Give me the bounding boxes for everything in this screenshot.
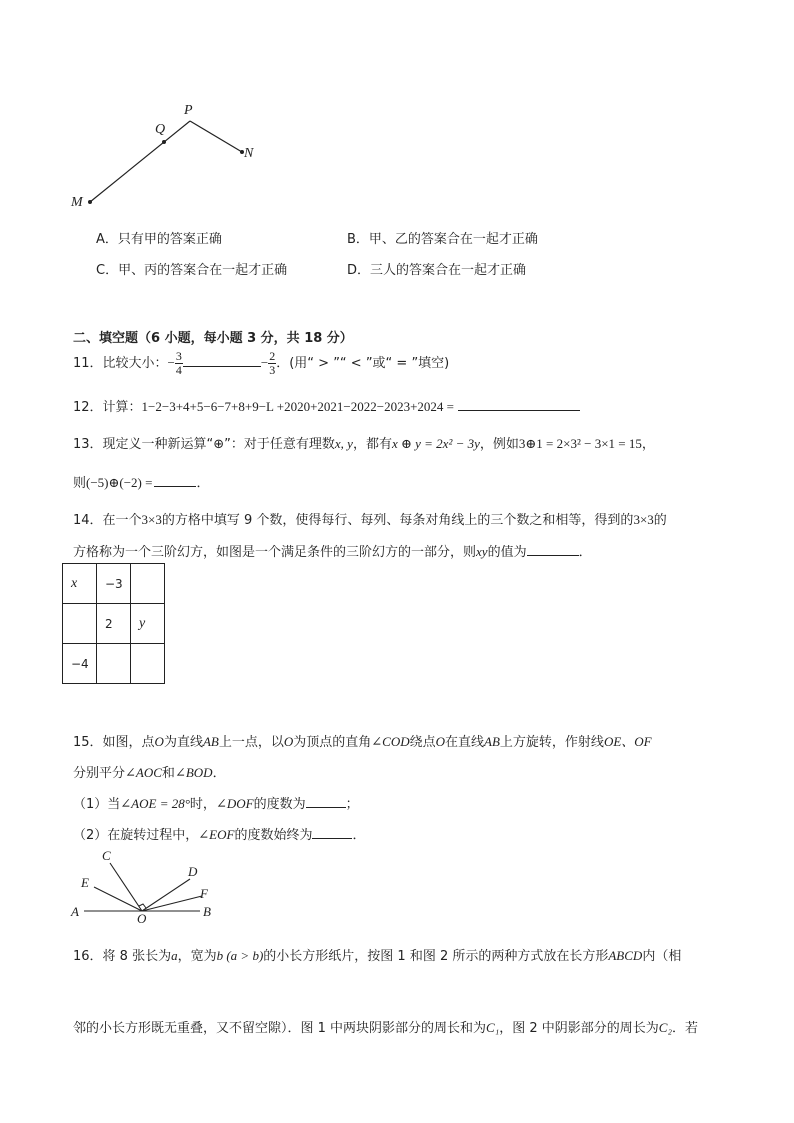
grid-cell	[131, 564, 165, 604]
label-q: Q	[155, 122, 166, 137]
q13-vars: x, y	[334, 436, 353, 451]
q11-frac1: $\frac{3}{4}$	[175, 349, 182, 377]
label-a: A	[71, 904, 79, 919]
grid-cell: x	[63, 564, 97, 604]
question-12	[73, 396, 580, 415]
q11-minus1: −	[167, 355, 175, 370]
question-11	[73, 350, 449, 377]
label-o: O	[137, 911, 147, 925]
question-15-sub1: （1）当∠AOE = 28°时，∠DOF的度数为 ；	[73, 796, 359, 812]
option-c: C．甲、丙的答案合在一起才正确	[96, 263, 288, 278]
question-15-line1: 15．如图，点O为直线AB上一点，以O为顶点的直角∠COD绕点O在直线AB上方旋转，作射线OE、OF	[73, 734, 652, 750]
label-n: N	[244, 146, 254, 161]
q15-sub1-answer-blank[interactable]	[306, 795, 346, 808]
point-m	[88, 200, 92, 204]
q11-minus2: −	[260, 355, 269, 370]
magic-square-grid	[62, 563, 165, 684]
question-13-line1: 13．现定义一种新运算“⊕”：对于任意有理数x, y，都有x ⊕ y = 2x² − 3y，例如3⊕1 = 2×3² − 3×1 = 15，	[73, 436, 655, 452]
grid-cell: −4	[63, 644, 97, 684]
grid-cell	[63, 604, 97, 644]
label-p: P	[184, 103, 193, 118]
grid-cell: y	[131, 604, 165, 644]
q15-sub2-answer-blank[interactable]	[312, 826, 352, 839]
q13-definition: x ⊕ y = 2x² − 3y	[391, 436, 480, 451]
question-16-line1: 16．将 8 张长为a，宽为b (a > b)的小长方形纸片，按图 1 和图 2 所示的两种方式放在长方形ABCD内（相	[73, 948, 682, 964]
q13-expression: (−5)⊕(−2) =	[86, 475, 153, 490]
grid-cell: −3	[97, 564, 131, 604]
label-e: E	[81, 875, 89, 890]
q11-suffix: ．(用“ > ”“ < ”或“ = ”填空)	[276, 356, 450, 371]
grid-cell	[97, 644, 131, 684]
option-d: D．三人的答案合在一起才正确	[347, 263, 527, 278]
question-14-line2: 方格称为一个三阶幻方，如图是一个满足条件的三阶幻方的一部分，则xy的值为 ．	[73, 544, 592, 560]
option-b: B．甲、乙的答案合在一起才正确	[347, 232, 538, 247]
label-b: B	[203, 904, 211, 919]
section-title: 二、填空题（6 小题，每小题 3 分，共 18 分）	[73, 331, 353, 346]
option-a: A．只有甲的答案正确	[96, 232, 222, 247]
label-d: D	[188, 864, 198, 879]
q11-answer-blank[interactable]	[183, 354, 261, 367]
q11-frac2: $\frac{2}{3}$	[269, 349, 276, 377]
q13-example: 3⊕1 = 2×3² − 3×1 = 15	[518, 436, 642, 451]
q12-answer-blank[interactable]	[458, 398, 580, 411]
point-q	[162, 140, 166, 144]
grid-cell	[131, 644, 165, 684]
question-13-line2: 则(−5)⊕(−2) = ．	[73, 475, 210, 491]
q11-prefix: 11．比较大小：	[73, 356, 168, 371]
q14-answer-blank[interactable]	[527, 543, 579, 556]
label-c: C	[102, 848, 111, 863]
q12-expression: 1−2−3+4+5−6−7+8+9−L +2020+2021−2022−2023+2024 =	[141, 399, 454, 414]
q13-answer-blank[interactable]	[154, 474, 196, 487]
figure-rays	[62, 845, 232, 925]
grid-cell: 2	[97, 604, 131, 644]
figure-mpqn	[60, 100, 280, 215]
question-16-line2: 邻的小长方形既无重叠，又不留空隙）．图 1 中两块阴影部分的周长和为C₁，图 2 中阴影部分的周长为C₂．若	[73, 1020, 699, 1036]
question-15-sub2: （2）在旋转过程中，∠EOF的度数始终为 ．	[73, 827, 366, 843]
question-14-line1: 14．在一个3×3的方格中填写 9 个数，使得每行、每列、每条对角线上的三个数之和相等，得到的3×3的	[73, 512, 667, 528]
label-m: M	[71, 195, 83, 210]
q12-prefix: 12．计算：	[73, 400, 142, 415]
question-15-line2: 分别平分∠AOC和∠BOD．	[73, 765, 226, 781]
label-f: F	[200, 886, 208, 901]
